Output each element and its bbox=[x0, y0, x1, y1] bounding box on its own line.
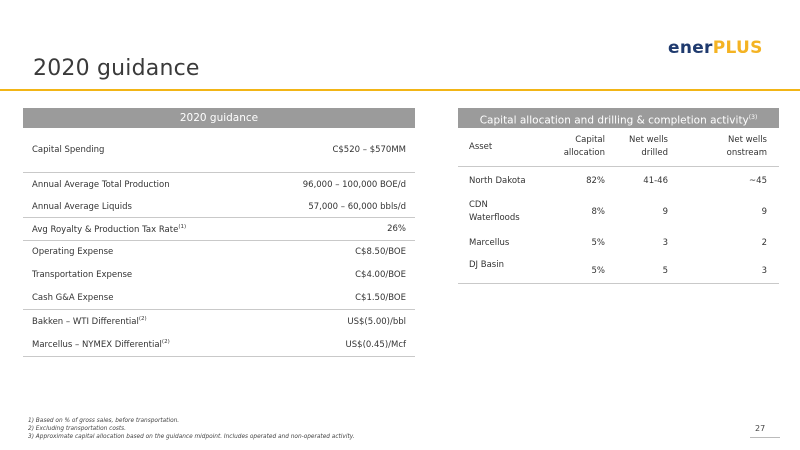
table-row bbox=[23, 263, 415, 287]
column-header-asset: Asset bbox=[469, 141, 493, 152]
table-row bbox=[23, 309, 415, 333]
table-row bbox=[23, 333, 415, 356]
page-title: 2020 guidance bbox=[33, 56, 200, 81]
table-row bbox=[458, 257, 779, 283]
logo-text-ener: ener bbox=[668, 38, 713, 58]
net-wells-onstream: 3 bbox=[761, 266, 767, 276]
capital-allocation-table bbox=[458, 108, 779, 284]
table-row bbox=[23, 196, 415, 217]
footnote-2: 2) Excluding transportation costs. bbox=[28, 426, 127, 432]
asset-name: CDN Waterfloods bbox=[469, 200, 520, 223]
table-row bbox=[458, 229, 779, 257]
capital-allocation: 5% bbox=[591, 266, 605, 276]
net-wells-drilled: 3 bbox=[662, 237, 668, 248]
row-value: C$520 – $570MM bbox=[332, 145, 406, 155]
row-value: 26% bbox=[387, 224, 406, 234]
page-number-rule bbox=[750, 437, 780, 438]
asset-name: DJ Basin bbox=[469, 260, 504, 270]
row-value: US$(5.00)/bbl bbox=[347, 316, 406, 327]
asset-name: North Dakota bbox=[469, 175, 526, 186]
net-wells-drilled: 9 bbox=[662, 206, 668, 217]
row-value: C$4.00/BOE bbox=[355, 270, 406, 280]
guidance-table-header: 2020 guidance bbox=[23, 108, 415, 128]
footnote-ref: (1) bbox=[178, 223, 187, 230]
row-value: C$8.50/BOE bbox=[355, 247, 406, 257]
row-label: Annual Average Total Production bbox=[32, 179, 170, 190]
table-row bbox=[23, 240, 415, 263]
page-number: 27 bbox=[755, 424, 766, 433]
footnote-ref: (2) bbox=[138, 316, 147, 323]
row-value: 57,000 – 60,000 bbls/d bbox=[308, 201, 406, 212]
table-row bbox=[23, 128, 415, 172]
guidance-table bbox=[23, 108, 415, 357]
row-label: Operating Expense bbox=[32, 247, 114, 257]
capital-allocation: 5% bbox=[591, 237, 605, 248]
table-row bbox=[458, 166, 779, 195]
row-label: Avg Royalty & Production Tax Rate$^{(1)}$ bbox=[32, 223, 187, 235]
accent-divider bbox=[0, 89, 800, 91]
capital-allocation: 8% bbox=[591, 206, 605, 217]
net-wells-onstream: 9 bbox=[761, 206, 767, 217]
net-wells-drilled: 5 bbox=[662, 266, 668, 276]
row-label: Bakken – WTI Differential$^{(2)}$ bbox=[32, 316, 147, 327]
column-header-drilled: Net wells drilled bbox=[629, 135, 668, 158]
row-label: Capital Spending bbox=[32, 145, 105, 155]
column-header-allocation: Capital allocation bbox=[563, 135, 605, 158]
table-row bbox=[23, 172, 415, 196]
row-label: Transportation Expense bbox=[32, 270, 133, 280]
table-row bbox=[23, 287, 415, 309]
row-label: Marcellus – NYMEX Differential$^{(2)}$ bbox=[32, 339, 170, 350]
row-label: Cash G&A Expense bbox=[32, 293, 114, 303]
asset-name: Marcellus bbox=[469, 237, 510, 248]
footnotes bbox=[28, 417, 355, 441]
table-row bbox=[458, 195, 779, 229]
logo-text-plus: PLUS bbox=[712, 38, 763, 58]
row-value: 96,000 – 100,000 BOE/d bbox=[302, 179, 406, 190]
capital-allocation: 82% bbox=[586, 175, 605, 186]
row-value: US$(0.45)/Mcf bbox=[345, 339, 406, 350]
footnote-ref: (3) bbox=[748, 114, 758, 121]
column-header-row bbox=[458, 128, 779, 166]
row-label: Annual Average Liquids bbox=[32, 201, 132, 212]
row-value: C$1.50/BOE bbox=[355, 293, 406, 303]
enerplus-logo bbox=[668, 38, 763, 58]
table-row bbox=[23, 217, 415, 240]
footnote-1: 1) Based on % of gross sales, before transportation. bbox=[28, 418, 180, 424]
net-wells-onstream: 2 bbox=[761, 237, 767, 248]
net-wells-drilled: 41-46 bbox=[643, 175, 668, 186]
column-header-onstream: Net wells onstream bbox=[726, 135, 767, 158]
footnote-3: 3) Approximate capital allocation based on the guidance midpoint. Includes operated and non-operated activity. bbox=[28, 434, 355, 440]
net-wells-onstream: ~45 bbox=[749, 175, 767, 186]
allocation-table-header: Capital allocation and drilling & completion activity$^{(3)}$ bbox=[458, 108, 779, 128]
footnote-ref: (2) bbox=[161, 339, 170, 346]
